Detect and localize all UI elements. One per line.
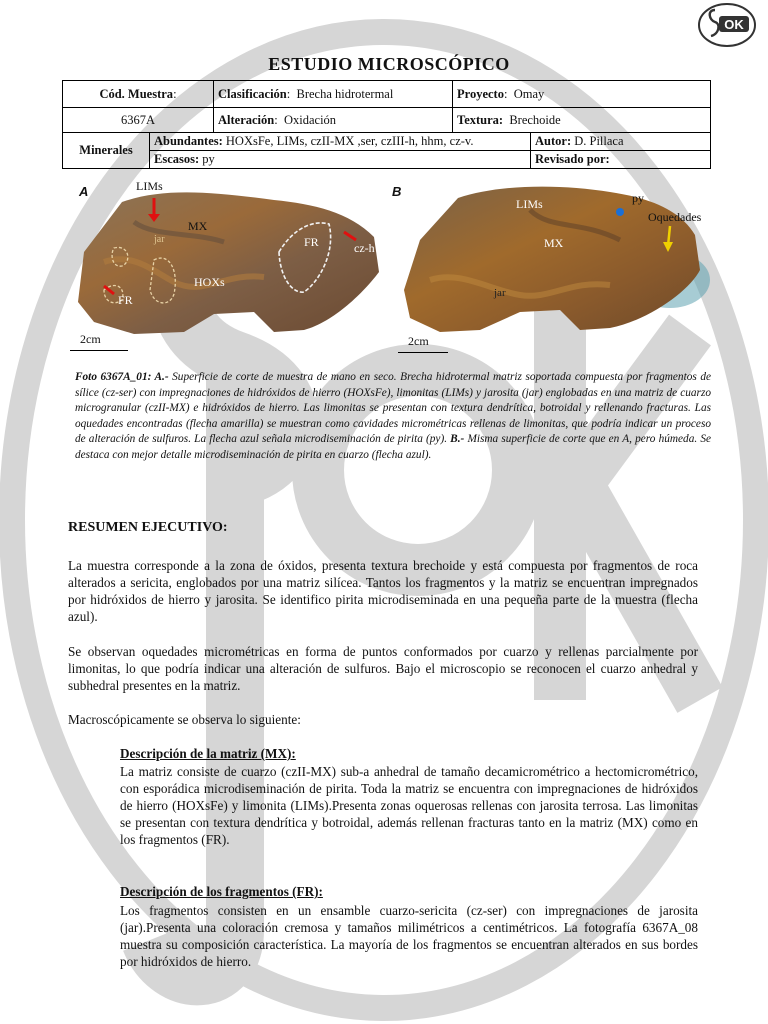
fragments-description-heading: Descripción de los fragmentos (FR):	[120, 884, 323, 899]
label-jar-a: jar	[154, 234, 165, 245]
reviewed-by-cell: Revisado por:	[531, 151, 711, 169]
scarce-minerals: Escasos: py	[150, 151, 531, 169]
company-logo	[697, 2, 757, 48]
alteration-cell: Alteración: Oxidación	[214, 108, 453, 133]
label-lims-b: LIMs	[516, 197, 543, 211]
photo-a-label: A	[79, 184, 89, 199]
matrix-description-text: La matriz consiste de cuarzo (czII-MX) sub-a anhedral de tamaño decamicrométrico a hectomicrométrico, con esporádica microdiseminación de pirita. Toda la matriz se encuentra con impregnaciones de hidróxidos de hierro (HOXsFe) y limonita (LIMs).Presenta zonas oquerosas rellenas con jarosita terrosa. Las limonitas se presentan con textura dendrítica y botroidal, además rellenan fracturas tanto en la matriz (MX) como en los fragmentos (FR).	[120, 764, 698, 847]
matrix-description-heading: Descripción de la matriz (MX):	[120, 746, 296, 761]
photo-b-label: B	[392, 184, 402, 199]
photo-a-scale-bar	[70, 350, 128, 351]
label-oquedades-b: Oquedades	[648, 210, 702, 224]
summary-paragraph-3: Macroscópicamente se observa lo siguiente:	[68, 712, 301, 727]
label-hoxs-a: HOXs	[194, 275, 225, 289]
project-cell: Proyecto: Omay	[453, 81, 711, 108]
label-mx-b: MX	[544, 236, 564, 250]
photo-b-scale-bar	[398, 352, 448, 353]
sample-code-label: Cód. Muestra:	[63, 81, 214, 108]
photo-caption: Foto 6367A_01: A.- Superficie de corte de muestra de mano en seco. Brecha hidrotermal matriz soportada compuesta por fragmentos de sílice (cz-ser) con impregnaciones de hidróxidos de hierro (HOXsFe), limonitas (LIMs) y jarosita (jar) englobadas en una matriz de cuarzo microgranular (czII-MX) e hidróxidos de hierro. Las limonitas se presentan con textura dendrítica, botroidal y rellenando fracturas. Las oquedades encontradas (flecha amarilla) se muestran como cavidades micrométricas rellenas de limonitas, que podría indicar un proceso de alteración de sulfuros. La flecha azul señala microdiseminación de pirita (py). B.- Misma superficie de corte que en A, pero húmeda. Se destaca con mejor detalle microdiseminación de pirita en cuarzo (flecha azul).	[75, 371, 711, 461]
photo-a-scale: 2cm	[80, 332, 101, 346]
photo-b-scale: 2cm	[408, 334, 429, 348]
label-fr-a2: FR	[118, 293, 133, 307]
summary-paragraph-2: Se observan oquedades micrométricas en forma de puntos conformados por cuarzo y rellenas parcialmente por limonitas, lo que podría indicar una alteración de sulfuros. Bajo el microscopio se reconocen el cuarzo anhedral y subhedral presentes en la matriz.	[68, 644, 698, 693]
label-mx-a: MX	[188, 219, 208, 233]
label-fr-a1: FR	[304, 235, 319, 249]
label-jar-b: jar	[494, 287, 506, 299]
svg-text:OK: OK	[724, 17, 744, 32]
document-title: ESTUDIO MICROSCÓPICO	[268, 54, 510, 74]
fragments-description-text: Los fragmentos consisten en un ensamble cuarzo-sericita (cz-ser) con impregnaciones de jarosita (jar).Presenta una coloración cremosa y tamaños milimétricos a centimétricos. La fotografía 6367A_08 muestra su composición característica. La mayoría de los fragmentos se encuentran alterados en sus bordes por hidróxidos de hierro.	[120, 903, 698, 969]
classification-cell: Clasificación: Brecha hidrotermal	[214, 81, 453, 108]
label-lims-a: LIMs	[136, 182, 163, 193]
minerals-table	[62, 132, 711, 169]
summary-paragraph-1: La muestra corresponde a la zona de óxidos, presenta textura brechoide y está compuesta por fragmentos de roca alterados a sericita, englobados por una matriz silícea. Tantos los fragmentos y la matriz se encuentran impregnados por hidróxidos de hierro y jarosita. Se identifico pirita microdiseminada en una pequeña parte de la muestra (flecha azul).	[68, 558, 698, 624]
minerals-label: Minerales	[63, 133, 150, 169]
sample-info-table	[62, 80, 711, 133]
label-py-b: py	[632, 191, 644, 205]
texture-cell: Textura: Brechoide	[453, 108, 711, 133]
author-cell: Autor: D. Pillaca	[531, 133, 711, 151]
photo-b-rock-sample	[400, 180, 710, 342]
photo-a-rock-sample	[74, 182, 384, 342]
sample-code-value: 6367A	[63, 108, 214, 133]
executive-summary-heading: RESUMEN EJECUTIVO:	[68, 520, 228, 535]
label-czh-a: cz-h	[354, 241, 375, 255]
abundant-minerals: Abundantes: HOXsFe, LIMs, czII-MX ,ser, czIII-h, hhm, cz-v.	[150, 133, 531, 151]
